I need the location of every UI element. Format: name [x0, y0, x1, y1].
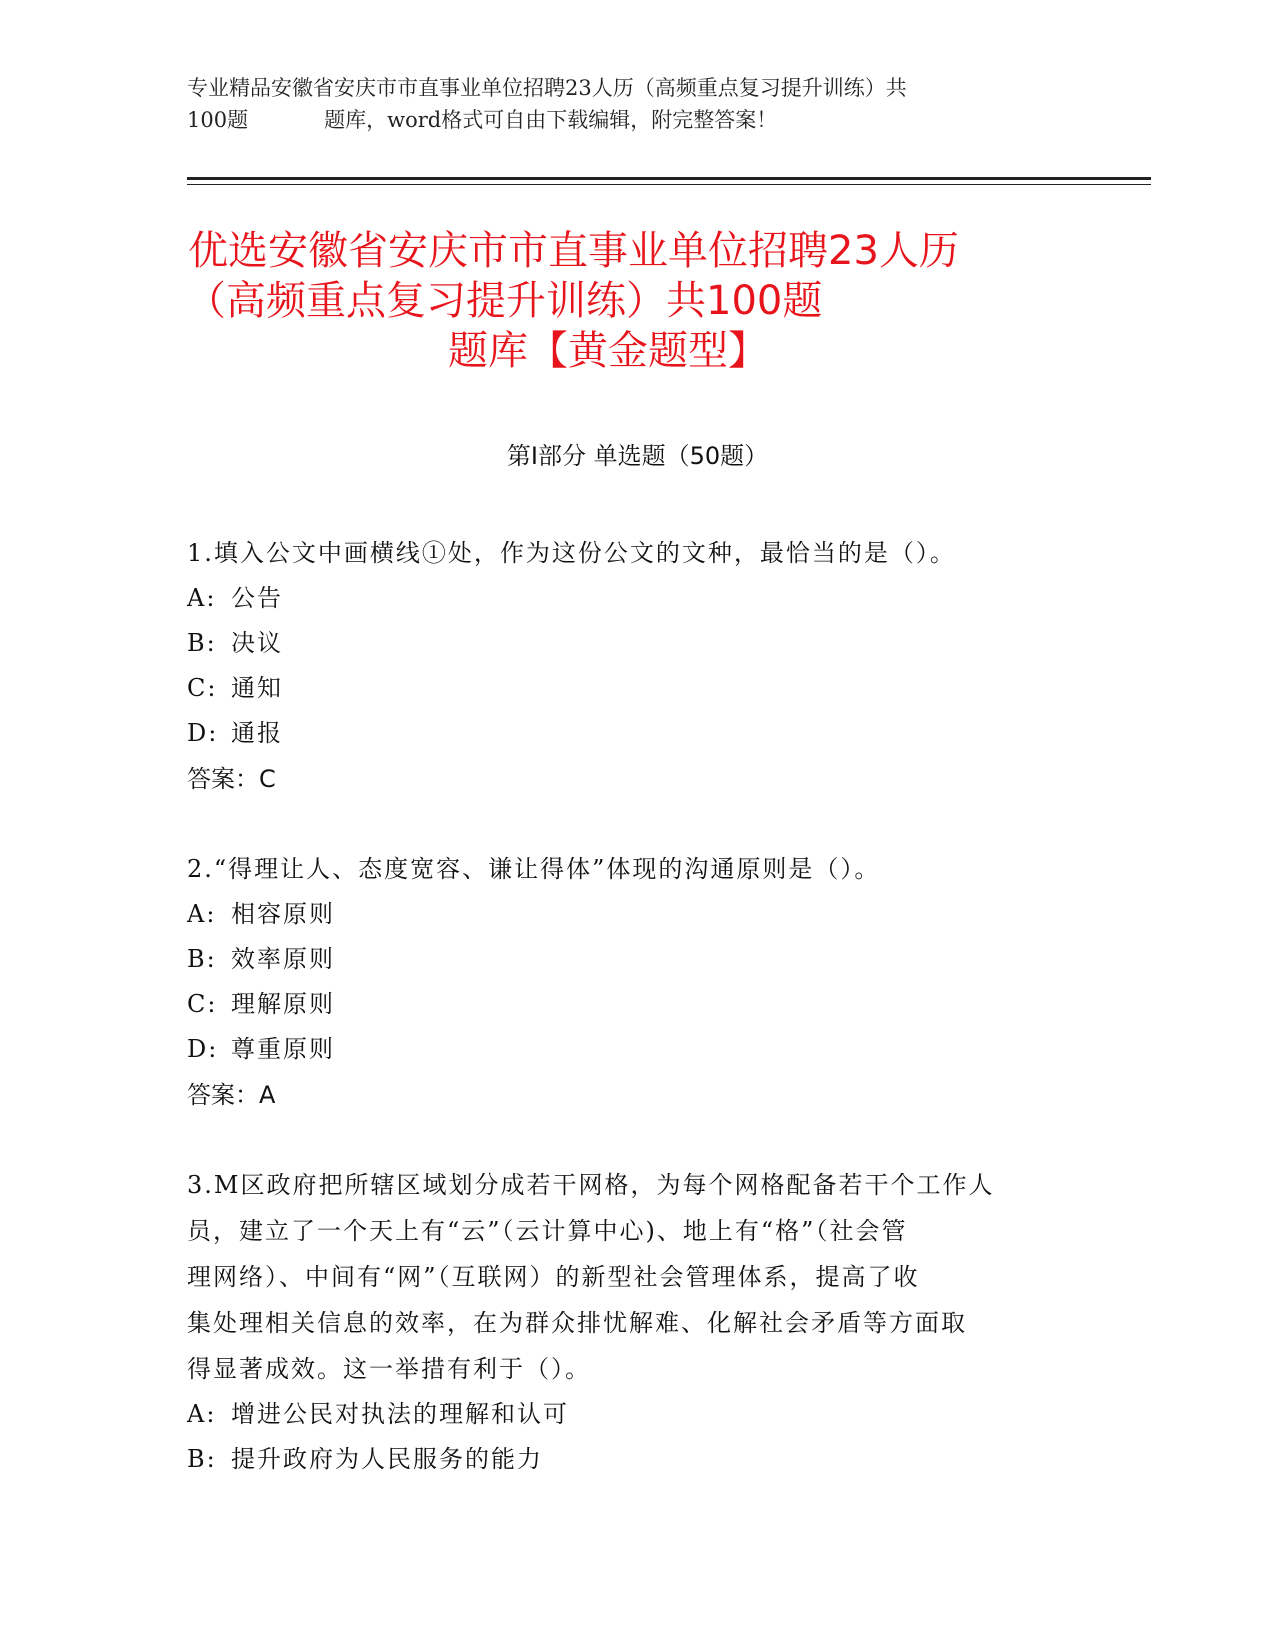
question-2 — [187, 846, 1077, 1118]
option-d — [187, 1027, 1077, 1072]
option-key: D: — [187, 719, 219, 747]
question-list — [187, 530, 1077, 1482]
option-a — [187, 576, 1077, 621]
answer-line: 答案：C — [187, 765, 276, 793]
option-key: B: — [187, 945, 217, 973]
section-title: 第Ⅰ部分 单选题（50题） — [506, 442, 769, 470]
option-text: 增进公民对执法的理解和认可 — [231, 1400, 569, 1428]
question-stem-line: 得显著成效。这一举措有利于（）。 — [187, 1355, 591, 1383]
option-b — [187, 937, 1077, 982]
option-key: B: — [187, 629, 217, 657]
option-text: 通报 — [231, 719, 283, 747]
option-b — [187, 621, 1077, 666]
title-line-1: 优选安徽省安庆市市直事业单位招聘23人历 — [188, 228, 959, 274]
title-line-2: （高频重点复习提升训练）共100题 — [186, 278, 823, 324]
question-stem-line: 员，建立了一个天上有“云”（云计算中心)、地上有“格”（社会管 — [187, 1217, 908, 1245]
option-text: 理解原则 — [231, 990, 335, 1018]
header-description: 题库，word格式可自由下载编辑，附完整答案！ — [324, 108, 778, 132]
option-text: 决议 — [231, 629, 283, 657]
option-d — [187, 711, 1077, 756]
option-b — [187, 1437, 1077, 1482]
option-text: 效率原则 — [231, 945, 335, 973]
answer-line: 答案：A — [187, 1081, 276, 1109]
header-rule-thick — [187, 177, 1151, 180]
option-key: A: — [187, 900, 217, 928]
document-title — [150, 226, 1130, 376]
header-rule-thin — [187, 184, 1151, 185]
question-stem: 1.填入公文中画横线①处，作为这份公文的文种，最恰当的是（）。 — [187, 539, 956, 567]
option-text: 通知 — [231, 674, 283, 702]
option-a — [187, 1392, 1077, 1437]
title-line-3: 题库【黄金题型】 — [448, 328, 768, 374]
header-count: 100题 — [187, 108, 249, 132]
option-text: 尊重原则 — [231, 1035, 335, 1063]
option-key: D: — [187, 1035, 219, 1063]
option-c — [187, 666, 1077, 711]
option-key: C: — [187, 674, 218, 702]
option-a — [187, 892, 1077, 937]
option-text: 相容原则 — [231, 900, 335, 928]
option-text: 提升政府为人民服务的能力 — [231, 1445, 543, 1473]
question-stem: 2.“得理让人、态度宽容、谦让得体”体现的沟通原则是（）。 — [187, 855, 881, 883]
option-key: A: — [187, 1400, 217, 1428]
option-c — [187, 982, 1077, 1027]
header-line-1: 专业精品安徽省安庆市市直事业单位招聘23人历（高频重点复习提升训练）共 — [187, 76, 907, 100]
question-3 — [187, 1162, 1077, 1482]
option-key: B: — [187, 1445, 217, 1473]
document-header — [187, 72, 1087, 136]
question-1 — [187, 530, 1077, 802]
question-stem-line: 集处理相关信息的效率，在为群众排忧解难、化解社会矛盾等方面取 — [187, 1309, 967, 1337]
option-key: A: — [187, 584, 217, 612]
header-line-2 — [187, 104, 1087, 136]
option-text: 公告 — [231, 584, 283, 612]
question-stem-line: 理网络）、中间有“网”（互联网）的新型社会管理体系，提高了收 — [187, 1263, 920, 1291]
option-key: C: — [187, 990, 218, 1018]
question-stem-line: 3.M区政府把所辖区域划分成若干网格，为每个网格配备若干个工作人 — [187, 1171, 995, 1199]
